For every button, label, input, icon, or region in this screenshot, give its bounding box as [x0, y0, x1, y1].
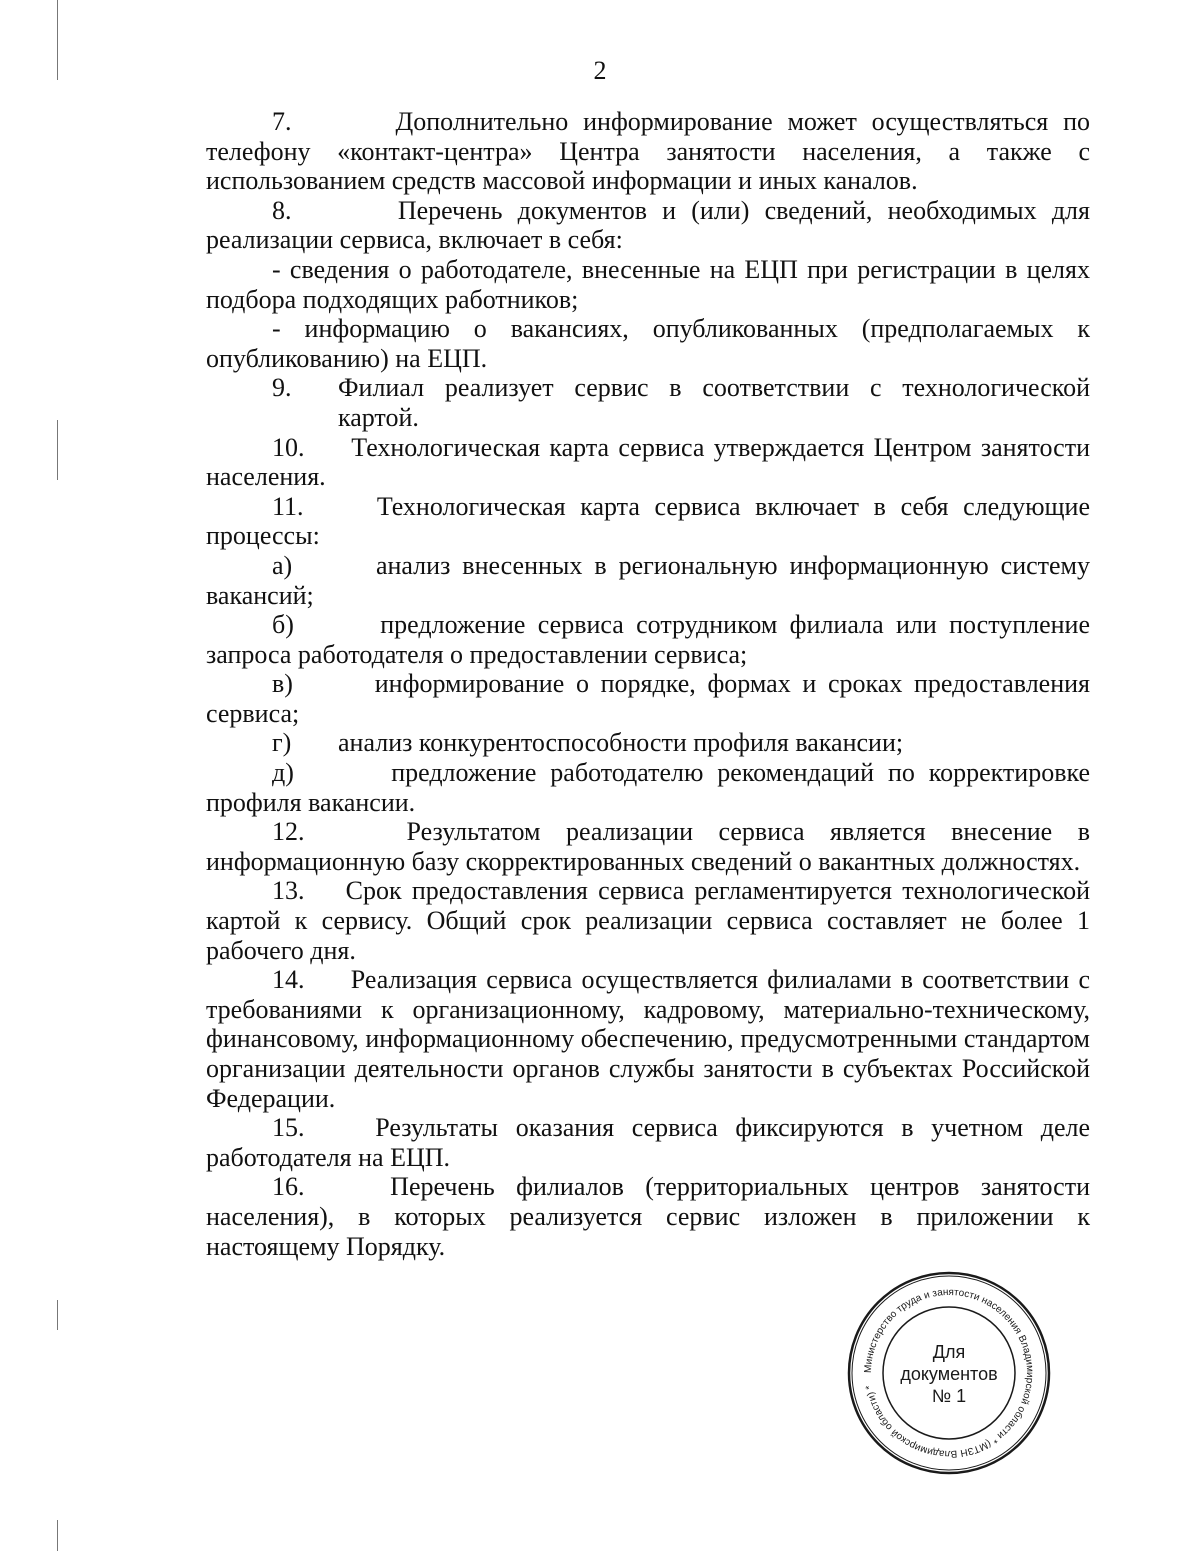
stamp-center-line: № 1: [931, 1386, 967, 1406]
paragraph-16: 16. Перечень филиалов (территориальных центров занятости населения), в которых реализуется сервис изложен в приложении к настоящему Порядку.: [206, 1172, 1090, 1261]
paragraph-11: 11. Технологическая карта сервиса включает в себя следующие процессы:: [206, 491, 1090, 551]
list-dash-item: - информацию о вакансиях, опубликованных (предполагаемых к опубликованию) на ЕЦП.: [206, 314, 1090, 373]
subitem-g: г) анализ конкурентоспособности профиля вакансии;: [272, 728, 904, 758]
paragraph-12: 12. Результатом реализации сервиса является внесение в информационную базу скорректированных сведений о вакантных должностях.: [206, 817, 1090, 876]
page-number: 2: [593, 56, 607, 85]
subitem-v: в) информирование о порядке, формах и сроках предоставления сервиса;: [206, 669, 1090, 728]
subitem-a: а) анализ внесенных в региональную информационную систему вакансий;: [206, 550, 1090, 610]
paragraph-7: 7. Дополнительно информирование может осуществляться по телефону «контакт-центра» Центра занятости населения, а также с использованием средств массовой информации и иных каналов.: [206, 107, 1090, 196]
paragraph-9: 9. Филиал реализует сервис в соответствии с технологической картой.: [272, 373, 1090, 432]
subitem-d: д) предложение работодателю рекомендаций по корректировке профиля вакансии.: [206, 758, 1091, 817]
stamp-center-line: документов: [900, 1364, 998, 1384]
scan-edge-mark: [57, 1300, 58, 1330]
paragraph-15: 15. Результаты оказания сервиса фиксируются в учетном деле работодателя на ЕЦП.: [206, 1113, 1090, 1172]
paragraph-13: 13. Срок предоставления сервиса регламентируется технологической картой к сервису. Общий срок реализации сервиса составляет не более 1 рабочего дня.: [206, 876, 1090, 965]
document-body: [206, 107, 1090, 1261]
scan-edge-mark: [57, 420, 58, 480]
stamp-center-line: Для: [932, 1342, 966, 1362]
list-dash-item: - сведения о работодателе, внесенные на ЕЦП при регистрации в целях подбора подходящих работников;: [206, 254, 1090, 314]
paragraph-8: 8. Перечень документов и (или) сведений, необходимых для реализации сервиса, включает в себя:: [206, 195, 1090, 255]
paragraph-14: 14. Реализация сервиса осуществляется филиалами в соответствии с требованиями к организационному, кадровому, материально-техническому, финансовому, информационному обеспечению, предусмотренными стандартом организации деятельности органов службы занятости в субъектах Российской Федерации.: [206, 965, 1090, 1113]
paragraph-10: 10. Технологическая карта сервиса утверждается Центром занятости населения.: [206, 432, 1090, 492]
scan-edge-mark: [57, 1520, 58, 1551]
stamp-ring-text: Министерство труда и занятости населения Владимирской области * (МТЗН Владимирской области) *: [862, 1286, 1036, 1460]
official-stamp: [846, 1270, 1052, 1476]
subitem-b: б) предложение сервиса сотрудником филиала или поступление запроса работодателя о предоставлении сервиса;: [206, 610, 1091, 669]
